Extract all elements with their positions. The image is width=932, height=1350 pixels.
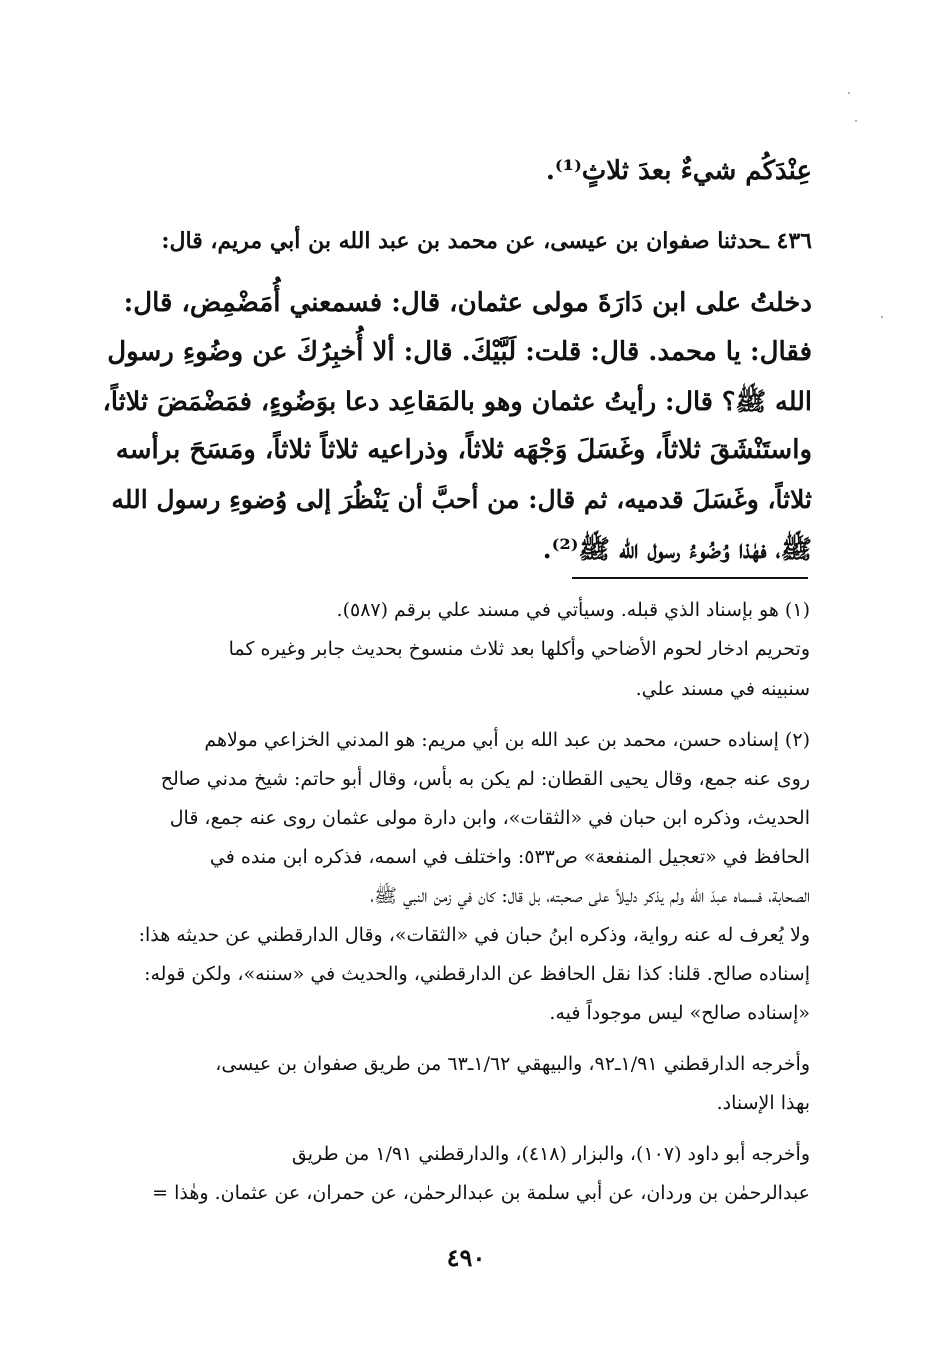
- hadith-line: دخلتُ على ابن دَارَةَ مولى عثمان، قال: فسمعني أُمَضْمِض، قال:: [123, 288, 812, 318]
- footnote-2-line: ولا يُعرف له عنه رواية، وذكره ابنُ حبان في «الثقات»، وقال الدارقطني عن حديثه هذا:: [138, 924, 810, 946]
- footnote-2-line: عبدالرحمٰن بن وردان، عن أبي سلمة بن عبدالرحمٰن، عن حمران، عن عثمان. وهٰذا =: [152, 1182, 810, 1204]
- hadith-line: الله ﷺ؟ قال: رأيتُ عثمان وهو بالمَقاعِد دعا بوَضُوءٍ، فمَضْمَضَ ثلاثاً،: [102, 387, 812, 417]
- footnote-1-line: (١) هو بإسناد الذي قبله. وسيأتي في مسند علي برقم (٥٨٧).: [336, 599, 810, 621]
- scan-speck: [855, 120, 857, 122]
- hadith-line: فقال: يا محمد. قال: قلت: لَبَّيْكَ. قال: ألا أُخبِرُكَ عن وضُوءِ رسول: [107, 337, 812, 367]
- footnote-2-line: بهذا الإسناد.: [716, 1092, 810, 1114]
- hadith-line: ﷺ، فهٰذا وُضُوءُ رسول الله ﷺ⁽²⁾.: [542, 535, 812, 565]
- footnote-2-line: وأخرجه الدارقطني ١/٩١ـ٩٢، والبيهقي ١/٦٢ـ٦٣ من طريق صفوان بن عيسى،: [215, 1053, 810, 1075]
- hadith-line: واستَنْشَقَ ثلاثاً، وغَسَلَ وَجْهَه ثلاثاً، وذراعيه ثلاثاً ثلاثاً، ومَسَحَ برأسه: [115, 435, 812, 465]
- footnote-2-line: إسناده صالح. قلنا: كذا نقل الحافظ عن الدارقطني، والحديث في «سننه»، ولكن قوله:: [144, 963, 810, 985]
- footnote-1-line: وتحريم ادخار لحوم الأضاحي وأكلها بعد ثلاث منسوخ بحديث جابر وغيره كما: [228, 638, 810, 660]
- footnote-2-line: (٢) إسناده حسن، محمد بن عبد الله بن أبي مريم: هو المدني الخزاعي مولاهم: [204, 729, 810, 751]
- hadith-header: ٤٣٦ ـحدثنا صفوان بن عيسى، عن محمد بن عبد الله بن أبي مريم، قال:: [161, 228, 812, 254]
- footnote-1-line: سنبينه في مسند علي.: [635, 678, 810, 700]
- footnote-2-line: «إسناده صالح» ليس موجوداً فيه.: [549, 1002, 810, 1024]
- footnote-2-line: الحافظ في «تعجيل المنفعة» ص٥٣٣: واختلف في اسمه، فذكره ابن منده في: [209, 846, 810, 868]
- scan-speck: [881, 316, 883, 318]
- scan-speck: [848, 92, 850, 94]
- footnote-2-line: روى عنه جمع، وقال يحيى القطان: لم يكن به بأس، وقال أبو حاتم: شيخ مدني صالح: [160, 768, 810, 790]
- footnote-2-line: الصحابة، فسماه عبدَ الله ولم يذكر دليلاً على صحبته، بل قال: كان في زمن النبي ﷺ،: [370, 885, 810, 907]
- footnote-divider: [572, 577, 808, 579]
- hadith-line: ثلاثاً، وغَسَلَ قدميه، ثم قال: من أحبَّ أن يَنْظُرَ إلى وُضوءِ رسول الله: [111, 485, 812, 514]
- footnote-2-line: وأخرجه أبو داود (١٠٧)، والبزار (٤١٨)، والدارقطني ١/٩١ من طريق: [291, 1143, 810, 1165]
- opening-line: عِنْدَكُم شيءٌ بعدَ ثلاثٍ⁽¹⁾.: [545, 156, 812, 186]
- page-number: ٤٩٠: [446, 1243, 486, 1272]
- footnote-2-line: الحديث، وذكره ابن حبان في «الثقات»، وابن دارة مولى عثمان روى عنه جمع، قال: [169, 807, 810, 829]
